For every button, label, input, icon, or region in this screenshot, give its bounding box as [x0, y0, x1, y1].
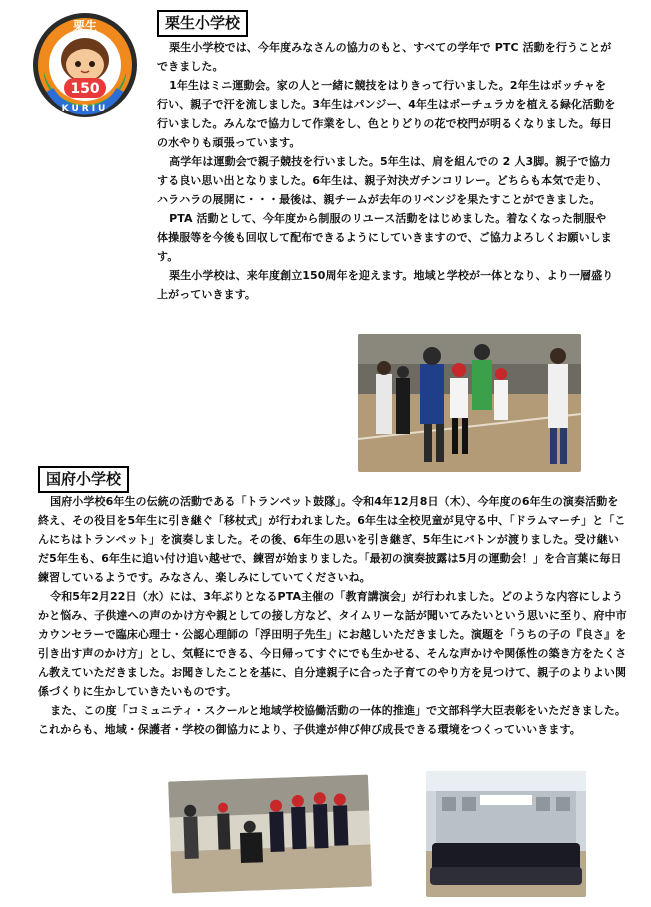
kokufu-paragraph: 令和5年2月22日（水）には、3年ぶりとなるPTA主催の「教育講演会」が行われました。どのような内容にしようかと悩み、子供達への声のかけ方や親としての接し方など、タイムリーな話が聞いてみたいという思いに至り、府中市カウンセラーで臨床心理士・公認心理師の「浮田明子先生」にお越しいただきました。演題を「うちの子の『良さ』を引き出す声のかけ方」とし、気軽にできる、今日帰ってすぐにでも生かせる、そんな声かけや関係性の築き方をたくさん教えていただきました。お聞きしたことを基に、自分達親子に合った子育てのやり方を見つけて、親子のよりよい関係づくりに生かしていきたいものです。	[38, 590, 627, 698]
award-photo	[426, 771, 586, 897]
section-title-kokufu: 国府小学校	[38, 466, 129, 493]
kuryu-paragraph: PTA 活動として、今年度から制服のリユース活動をはじめました。着なくなった制服や体操服等を今後も回収して配布できるようにしていきますので、ご協力よろしくお願いします。	[157, 212, 612, 263]
relay-photo	[358, 334, 581, 472]
school-logo	[30, 10, 140, 120]
kokufu-paragraph: また、この度「コミュニティ・スクールと地域学校協働活動の一体的推進」で文部科学大臣表彰をいただきました。これからも、地域・保護者・学校の御協力により、子供達が伸び伸び成長できる環境をつくっていいきます。	[38, 704, 626, 736]
logo-badge-number: 150	[70, 81, 100, 97]
kuryu-article	[157, 38, 617, 304]
kokufu-paragraph: 国府小学校6年生の伝統の活動である「トランペット鼓隊」。令和4年12月8日（木）、今年度の6年生の演奏活動を終え、その役目を5年生に引き継ぐ「移杖式」が行われました。6年生は全校児童が見守る中、「ドラムマーチ」と「こんにちはトランペット」を演奏しました。その後、6年生の思いを引き継ぎ、5年生にバトンが渡りました。受け継いだ5年生も、6年生に追い付け追い越せで、練習が始まりました。「最初の演奏披露は5月の運動会！」を合言葉に毎日練習しているようです。みなさん、楽しみにしていてくださいね。	[38, 495, 626, 584]
kuryu-paragraph: 栗生小学校では、今年度みなさんの協力のもと、すべての学年で PTC 活動を行うことができました。	[157, 41, 612, 73]
logo-ring-top-text: 栗生	[72, 19, 98, 33]
kuryu-paragraph: 高学年は運動会で親子競技を行いました。5年生は、肩を組んでの 2 人3脚。親子で協力する良い思い出となりました。6年生は、親子対決ガチンコリレー。どちらも本気で走り、ハラハラの展開に・・・最後は、親チームが去年のリベンジを果たすことができました。	[157, 155, 611, 206]
school-logo-icon	[30, 10, 140, 120]
kuryu-paragraph: 栗生小学校は、来年度創立150周年を迎えます。地域と学校が一体となり、より一層盛り上がっていきます。	[157, 269, 614, 301]
kuryu-paragraph: 1年生はミニ運動会。家の人と一緒に競技をはりきって行いました。2年生はボッチャを行い、親子で汗を流しました。3年生はパンジー、4年生はポーチュラカを植える緑化活動を行いました。みんなで協力して作業をし、色とりどりの花で校門が明るくなりました。毎日の水やりも頑張っています。	[157, 79, 616, 149]
ceremony-photo	[168, 775, 372, 894]
kokufu-article	[38, 492, 628, 739]
logo-ring-bottom-text: KURIU	[61, 104, 109, 114]
section-title-kuryu: 栗生小学校	[157, 10, 248, 37]
